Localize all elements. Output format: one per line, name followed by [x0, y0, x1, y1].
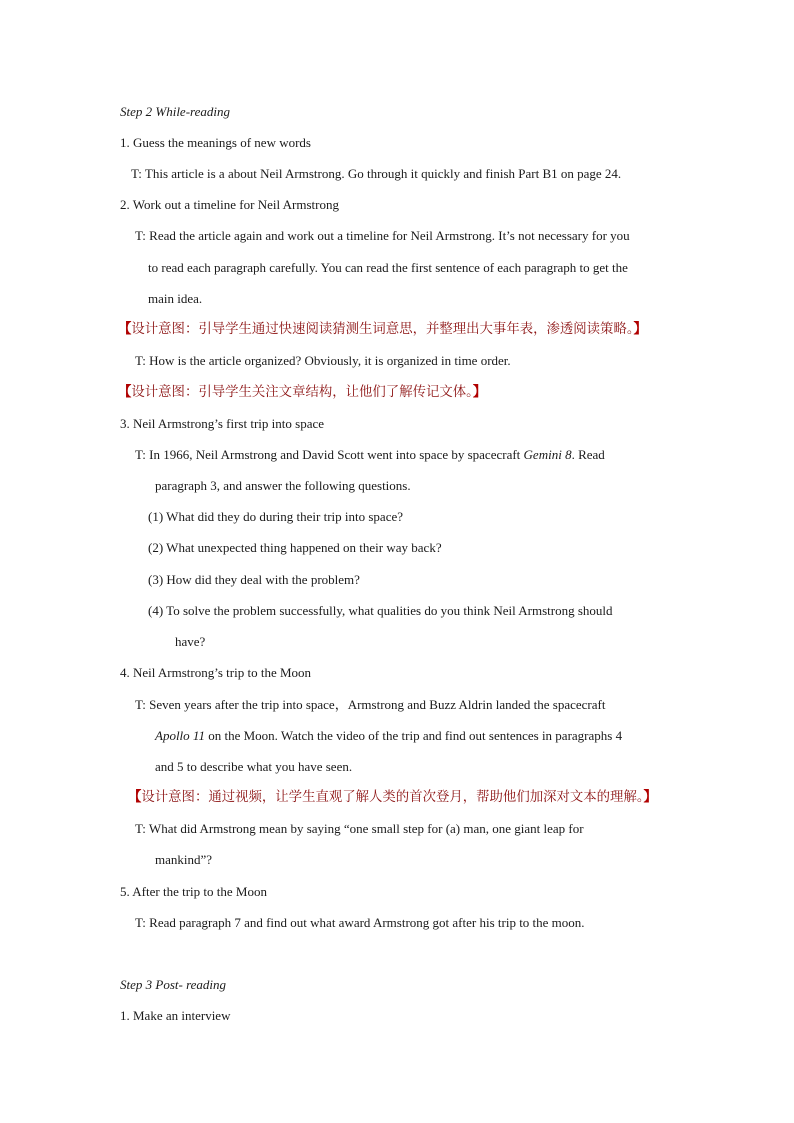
- note-close-bracket: 】: [472, 385, 487, 400]
- item3-teacher-text: T: In 1966, Neil Armstrong and David Scott went into space by spacecraft: [135, 447, 521, 462]
- item4-teacher-line-3: and 5 to describe what you have seen.: [155, 759, 353, 774]
- item1-teacher-line: T: This article is a about Neil Armstrong. Go through it quickly and finish Part B1 on page 24.: [131, 166, 622, 181]
- item3-teacher-text-end: . Read: [571, 447, 605, 462]
- item2-teacher-question: T: How is the article organized? Obviously, it is organized in time order.: [135, 353, 511, 368]
- note-text: 设计意图：引导学生通过快速阅读猜测生词意思，并整理出大事年表，渗透阅读策略。: [131, 322, 634, 337]
- step2-heading: Step 2 While-reading: [120, 104, 230, 119]
- item4-teacher-question-line-1: T: What did Armstrong mean by saying “one small step for (a) man, one giant leap for: [135, 821, 584, 836]
- step3-item1-title: 1. Make an interview: [120, 1008, 231, 1023]
- note-close-bracket: 】: [633, 322, 647, 337]
- question-2: (2) What unexpected thing happened on their way back?: [148, 540, 442, 555]
- item3-teacher-line-2: paragraph 3, and answer the following questions.: [155, 478, 411, 493]
- item1-title: 1. Guess the meanings of new words: [120, 135, 311, 150]
- item4-teacher-line-1: T: Seven years after the trip into space，Armstrong and Buzz Aldrin landed the spacecraft: [135, 697, 606, 712]
- note-close-bracket: 】: [643, 790, 657, 805]
- item2-teacher-line-3: main idea.: [148, 291, 203, 306]
- item4-teacher-text: on the Moon. Watch the video of the trip and find out sentences in paragraphs 4: [204, 728, 623, 743]
- spacecraft-name: Gemini 8: [523, 447, 572, 462]
- step3-heading: Step 3 Post- reading: [120, 977, 227, 992]
- question-3: (3) How did they deal with the problem?: [148, 572, 360, 587]
- design-note-1: [118, 321, 647, 339]
- note-text: 设计意图：引导学生关注文章结构，让他们了解传记文体。: [131, 385, 473, 400]
- question-4-line-1: (4) To solve the problem successfully, what qualities do you think Neil Armstrong should: [148, 603, 613, 618]
- item4-teacher-line-2: [155, 728, 674, 744]
- design-note-3: [128, 789, 657, 807]
- note-text: 设计意图：通过视频，让学生直观了解人类的首次登月，帮助他们加深对文本的理解。: [141, 790, 644, 805]
- note-open-bracket: 【: [118, 385, 132, 400]
- item5-title: 5. After the trip to the Moon: [120, 884, 267, 899]
- item2-teacher-line-1: T: Read the article again and work out a timeline for Neil Armstrong. It’s not necessary for you: [135, 228, 630, 243]
- item2-title: 2. Work out a timeline for Neil Armstrong: [120, 197, 339, 212]
- spacecraft-name: Apollo 11: [155, 728, 205, 743]
- note-open-bracket: 【: [118, 322, 132, 337]
- item3-title: 3. Neil Armstrong’s first trip into space: [120, 416, 325, 431]
- item4-title: 4. Neil Armstrong’s trip to the Moon: [120, 665, 312, 680]
- note-open-bracket: 【: [128, 790, 142, 805]
- item2-teacher-line-2: to read each paragraph carefully. You can read the first sentence of each paragraph to get the: [148, 260, 628, 275]
- item3-teacher-line-1: [135, 447, 674, 463]
- design-note-2: [118, 384, 486, 402]
- item5-teacher-line: T: Read paragraph 7 and find out what award Armstrong got after his trip to the moon.: [135, 915, 585, 930]
- question-4-line-2: have?: [175, 634, 206, 649]
- item4-teacher-question-line-2: mankind”?: [155, 852, 213, 867]
- question-1: (1) What did they do during their trip into space?: [148, 509, 403, 524]
